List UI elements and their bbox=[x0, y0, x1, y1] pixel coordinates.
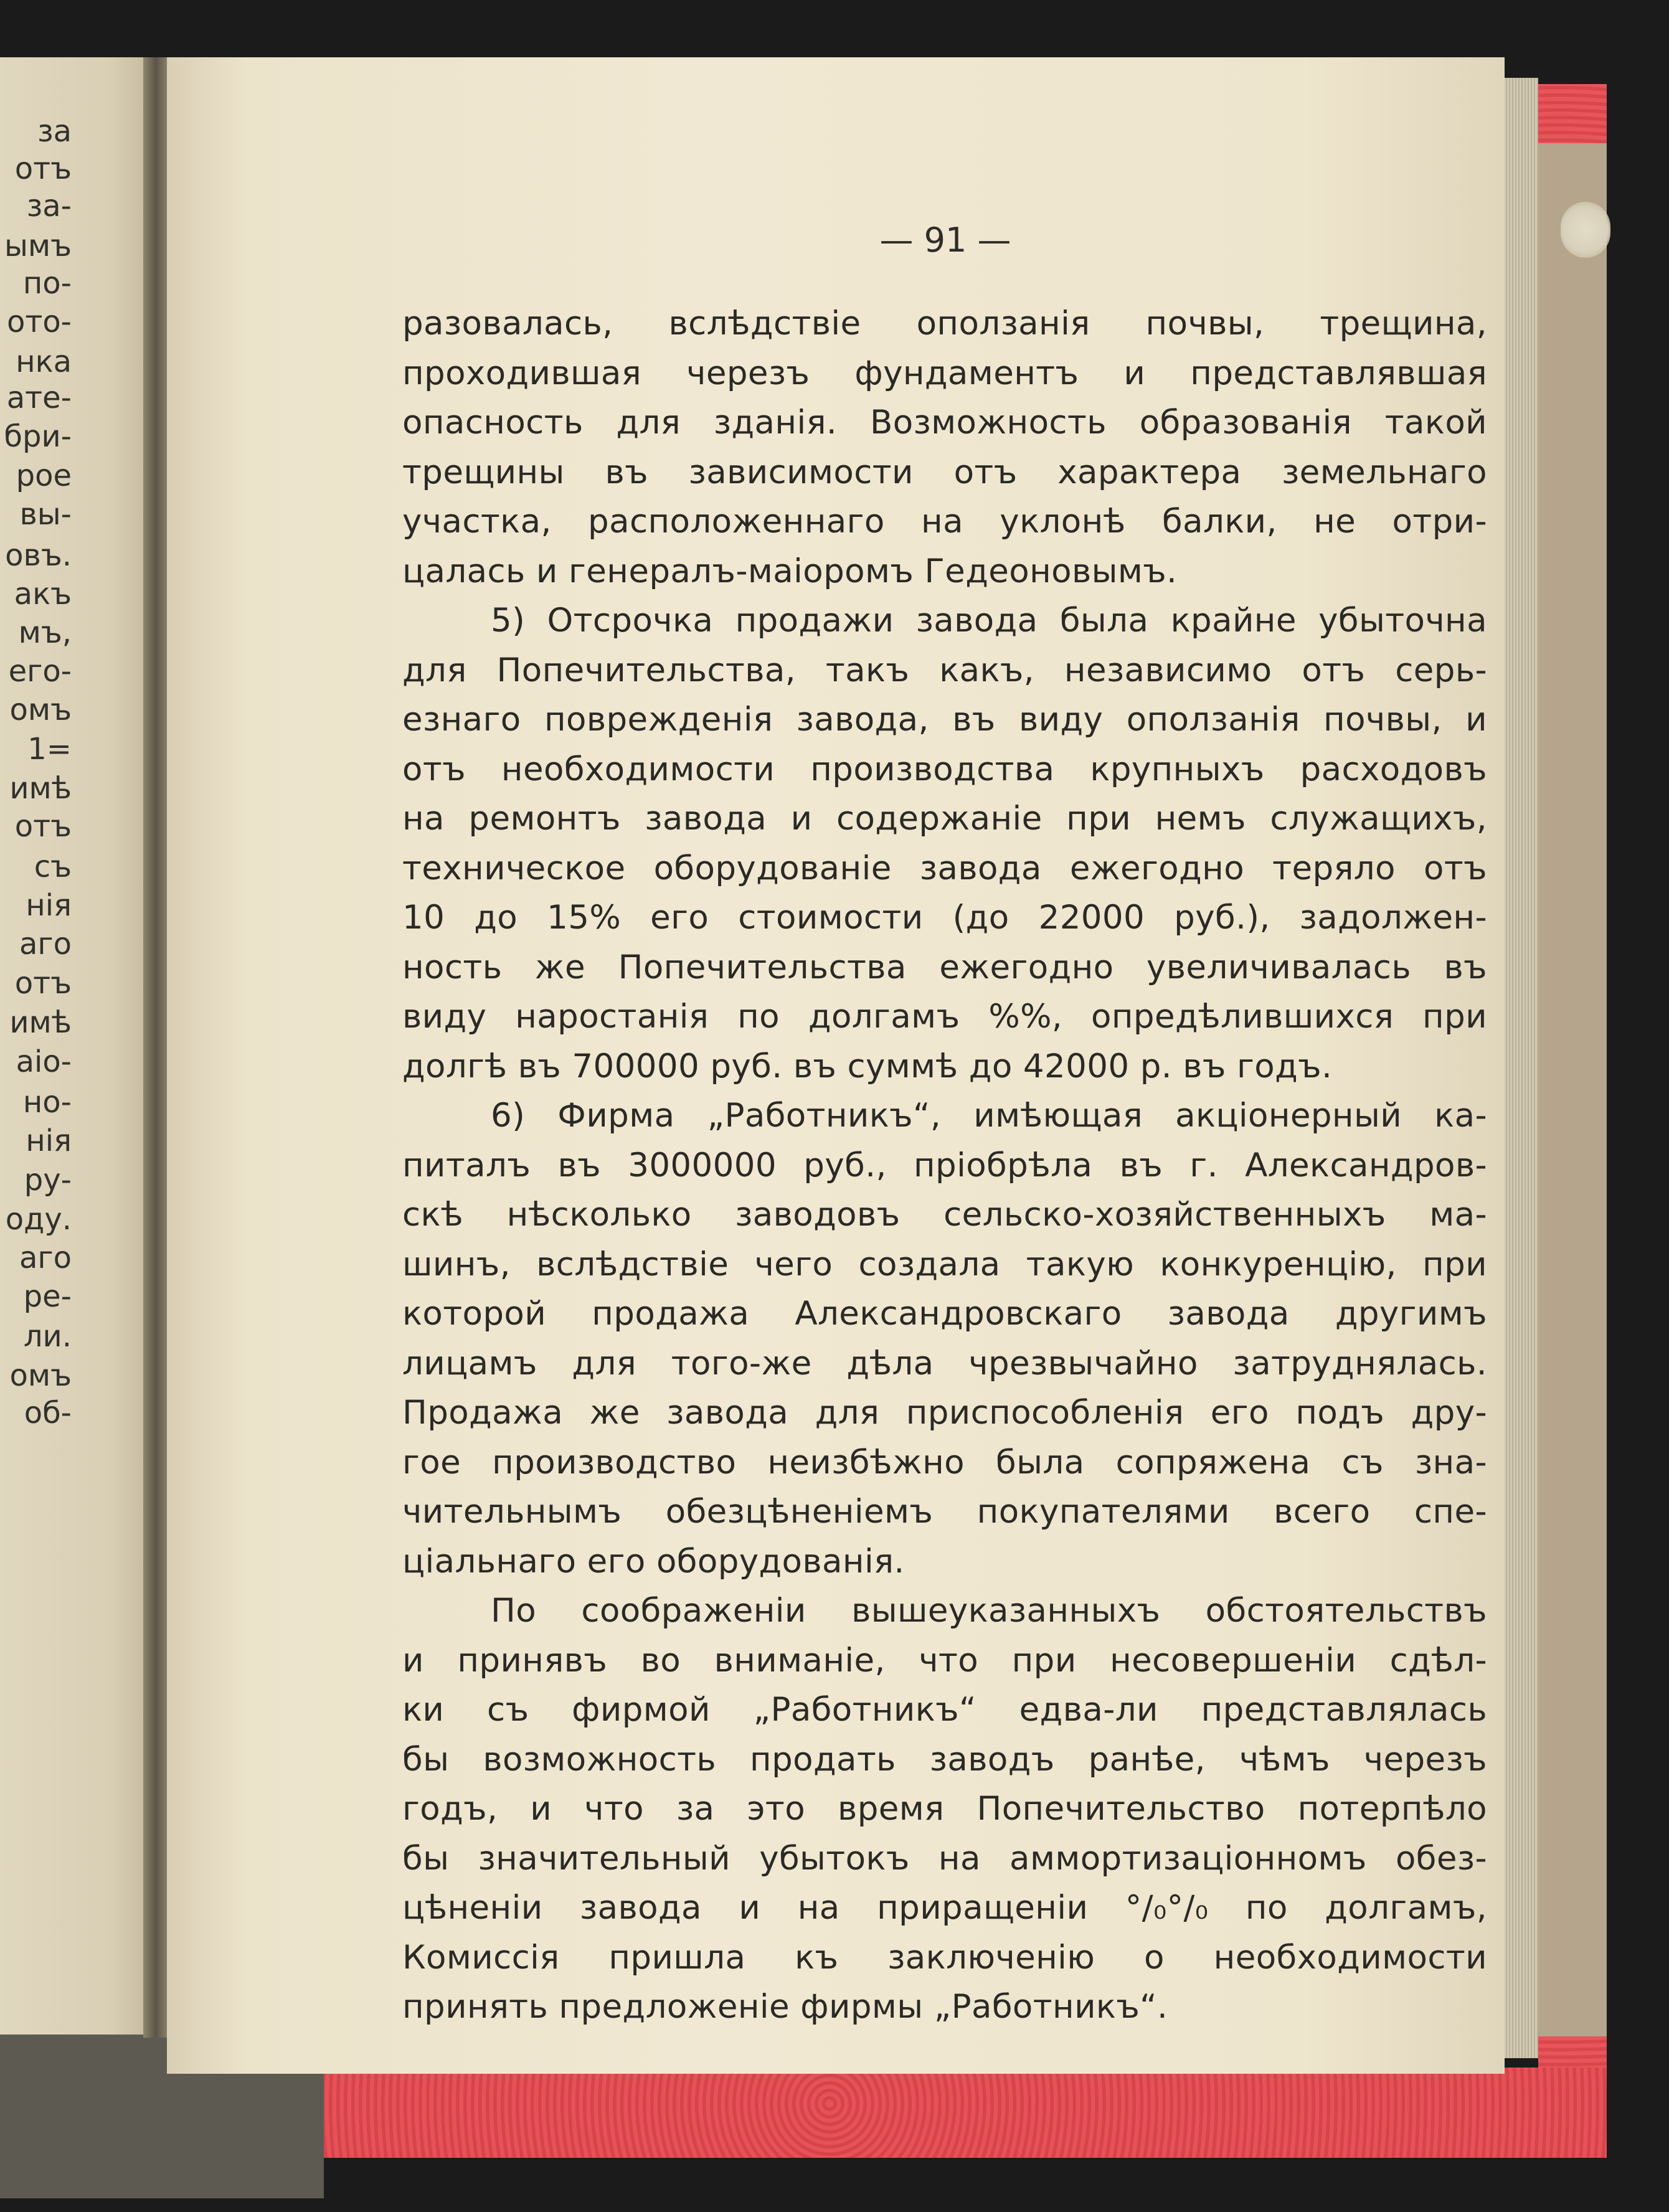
left-margin-fragment: аго bbox=[19, 1241, 72, 1275]
text-line: Комиссія пришла къ заключенію о необходимости bbox=[402, 1938, 1487, 1977]
left-margin-fragment: нка bbox=[16, 344, 72, 379]
text-line: участка, расположеннаго на уклонѣ балки, не отри- bbox=[402, 503, 1487, 541]
text-line: гое производство неизбѣжно была сопряжена съ зна- bbox=[402, 1443, 1487, 1482]
left-margin-fragment: оду. bbox=[5, 1202, 72, 1237]
left-margin-fragment: аіо- bbox=[16, 1044, 72, 1079]
text-line: и принявъ во вниманіе, что при несовершеніи сдѣл- bbox=[402, 1641, 1487, 1680]
text-line: принять предложеніе фирмы „Работникъ“. bbox=[402, 1988, 1168, 2026]
left-margin-fragment: ото- bbox=[6, 305, 72, 339]
left-margin-fragment: об- bbox=[24, 1396, 72, 1430]
text-line: бы значительный убытокъ на аммортизаціонномъ обез- bbox=[402, 1839, 1487, 1878]
left-margin-fragment: рое bbox=[16, 458, 72, 493]
left-margin-fragment: бри- bbox=[4, 419, 72, 454]
text-line: Продажа же завода для приспособленія его подъ дру- bbox=[402, 1394, 1487, 1432]
right-page bbox=[167, 57, 1505, 2074]
text-line: 5) Отсрочка продажи завода была крайне убыточна bbox=[491, 602, 1487, 640]
left-margin-fragment: за- bbox=[26, 189, 72, 224]
text-line: скѣ нѣсколько заводовъ сельско-хозяйственныхъ ма- bbox=[402, 1196, 1487, 1234]
text-line: лицамъ для того-же дѣла чрезвычайно затруднялась. bbox=[402, 1344, 1487, 1382]
left-margin-fragment: имѣ bbox=[9, 771, 72, 806]
text-line: трещины въ зависимости отъ характера земельнаго bbox=[402, 453, 1487, 491]
text-line: разовалась, вслѣдствіе оползанія почвы, трещина, bbox=[402, 305, 1487, 343]
left-margin-fragment: вы- bbox=[19, 497, 72, 532]
text-line: годъ, и что за это время Попечительство потерпѣло bbox=[402, 1790, 1487, 1828]
text-line: чительнымъ обезцѣненіемъ покупателями всего спе- bbox=[402, 1493, 1487, 1531]
page-body-text bbox=[402, 299, 1487, 2032]
left-margin-fragment: отъ bbox=[14, 151, 72, 186]
left-margin-fragment: ли. bbox=[23, 1319, 72, 1354]
text-line: 10 до 15% его стоимости (до 22000 руб.), задолжен- bbox=[402, 899, 1487, 937]
text-line: ки съ фирмой „Работникъ“ едва-ли представлялась bbox=[402, 1691, 1487, 1729]
left-margin-fragment: ате- bbox=[6, 380, 72, 415]
left-margin-fragment: его- bbox=[8, 654, 72, 689]
text-line: виду наростанія по долгамъ %%, опредѣлившихся при bbox=[402, 998, 1487, 1036]
left-margin-fragment: по- bbox=[22, 266, 72, 301]
library-stamp-mark bbox=[1561, 202, 1610, 258]
left-margin-fragment: ру- bbox=[24, 1163, 72, 1198]
text-line: опасность для зданія. Возможность образованія такой bbox=[402, 404, 1487, 442]
red-textured-backdrop-bottom bbox=[311, 2068, 1607, 2158]
book-gutter bbox=[143, 57, 168, 2038]
left-margin-fragment: отъ bbox=[14, 809, 72, 844]
left-margin-fragment: 1= bbox=[27, 732, 72, 767]
text-line: цѣненіи завода и на приращеніи °/₀°/₀ по долгамъ, bbox=[402, 1889, 1487, 1927]
text-line: техническое оборудованіе завода ежегодно теряло отъ bbox=[402, 849, 1487, 887]
left-margin-fragment: отъ bbox=[14, 966, 72, 1001]
left-margin-fragment: мъ, bbox=[18, 615, 72, 650]
left-margin-fragment: нія bbox=[26, 888, 72, 923]
text-line: бы возможность продать заводъ ранѣе, чѣмъ черезъ bbox=[402, 1740, 1487, 1779]
left-margin-fragment: имѣ bbox=[9, 1005, 72, 1040]
left-margin-fragment: акъ bbox=[14, 577, 72, 612]
text-line: езнаго поврежденія завода, въ виду оползанія почвы, и bbox=[402, 701, 1487, 739]
left-margin-fragment: омъ bbox=[9, 692, 72, 727]
text-line: которой продажа Александровскаго завода другимъ bbox=[402, 1295, 1487, 1333]
text-line: проходившая черезъ фундаментъ и представлявшая bbox=[402, 354, 1487, 392]
text-line: 6) Фирма „Работникъ“, имѣющая акціонерный ка- bbox=[491, 1097, 1487, 1135]
left-page bbox=[0, 57, 157, 2035]
left-margin-fragment: аго bbox=[19, 927, 72, 962]
left-margin-fragment: нія bbox=[26, 1123, 72, 1158]
text-line: питалъ въ 3000000 руб., пріобрѣла въ г. Александров- bbox=[402, 1146, 1487, 1184]
left-margin-fragment: но- bbox=[22, 1085, 72, 1120]
text-line: на ремонтъ завода и содержаніе при немъ служащихъ, bbox=[402, 800, 1487, 838]
text-line: долгѣ въ 700000 руб. въ суммѣ до 42000 р. въ годъ. bbox=[402, 1047, 1333, 1085]
text-line: ціальнаго его оборудованія. bbox=[402, 1542, 905, 1581]
left-margin-fragment: овъ. bbox=[5, 538, 72, 573]
text-line: для Попечительства, такъ какъ, независимо отъ серь- bbox=[402, 651, 1487, 689]
text-line: ность же Попечительства ежегодно увеличивалась въ bbox=[402, 948, 1487, 986]
page-number: — 91 — bbox=[879, 220, 1011, 260]
text-line: По соображеніи вышеуказанныхъ обстоятельствъ bbox=[491, 1592, 1487, 1630]
left-margin-fragment: ымъ bbox=[4, 229, 72, 263]
left-margin-fragment: ре- bbox=[23, 1279, 72, 1314]
text-line: отъ необходимости производства крупныхъ расходовъ bbox=[402, 750, 1487, 788]
left-margin-fragment: омъ bbox=[9, 1358, 72, 1393]
left-margin-fragment: за bbox=[37, 114, 72, 149]
left-margin-fragment: съ bbox=[34, 849, 72, 884]
text-line: шинъ, вслѣдствіе чего создала такую конкуренцію, при bbox=[402, 1245, 1487, 1283]
text-line: цалась и генералъ-маіоромъ Гедеоновымъ. bbox=[402, 552, 1178, 590]
